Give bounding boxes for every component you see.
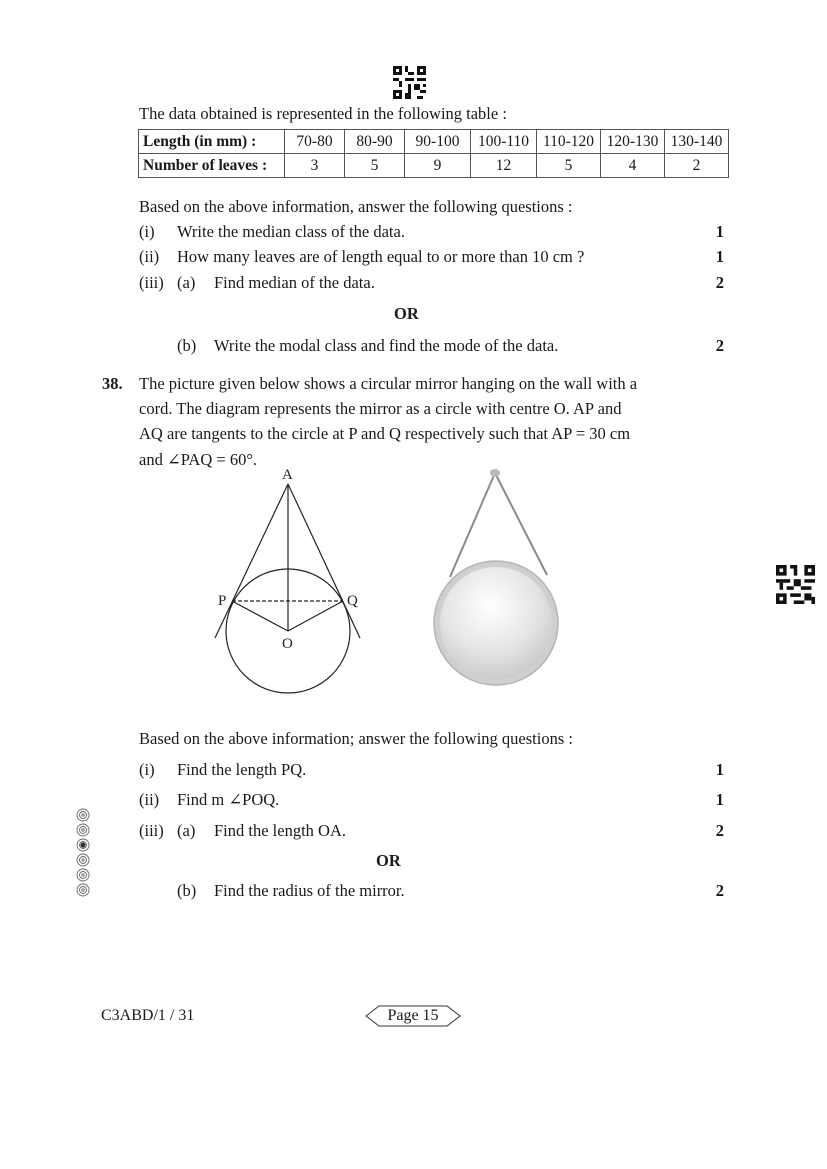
- hanging-mirror-picture: [425, 465, 565, 700]
- table-cell: 5: [537, 154, 601, 178]
- q38-text-line: AQ are tangents to the circle at P and Q respectively such that AP = 30 cm: [139, 424, 631, 443]
- marks-label: 1: [715, 222, 724, 241]
- or-separator: OR: [376, 851, 401, 870]
- q38-item-sub: (b): [177, 881, 197, 900]
- q38-item-text: Find the length OA.: [214, 821, 346, 840]
- table-cell: 80-90: [345, 130, 405, 154]
- marks-label: 1: [715, 247, 724, 266]
- q37-item-text: Write the modal class and find the mode of the data.: [214, 336, 559, 355]
- table-row-lengths: [139, 130, 729, 154]
- frequency-table: [138, 129, 729, 178]
- table-cell: 12: [471, 154, 537, 178]
- marks-label: 2: [715, 821, 724, 840]
- page-number-badge: [365, 1004, 461, 1028]
- table-cell: 4: [601, 154, 665, 178]
- q37-item-text: Find median of the data.: [214, 273, 375, 292]
- q38-text-line: and ∠PAQ = 60°.: [139, 450, 258, 469]
- q38-item-text: Find the radius of the mirror.: [214, 881, 405, 900]
- label-a: A: [282, 467, 293, 483]
- q38-text-line: The picture given below shows a circular mirror hanging on the wall with a: [139, 374, 638, 393]
- table-cell: 9: [405, 154, 471, 178]
- page-number: Page 15: [387, 1007, 439, 1024]
- table-cell: 5: [345, 154, 405, 178]
- q37-lead-text: Based on the above information, answer the following questions :: [139, 197, 573, 216]
- qr-code-icon: [393, 66, 426, 99]
- marks-label: 2: [715, 273, 724, 292]
- row-header-leaves: Number of leaves :: [139, 154, 285, 178]
- q38-item-num: (iii): [139, 821, 164, 840]
- table-cell: 100-110: [471, 130, 537, 154]
- row-header-length: Length (in mm) :: [139, 130, 285, 154]
- paper-code: C3ABD/1 / 31: [101, 1007, 195, 1024]
- q38-text-line: cord. The diagram represents the mirror as a circle with centre O. AP and: [139, 399, 622, 418]
- q38-item-text: Find m ∠POQ.: [177, 790, 280, 809]
- marks-label: 1: [715, 790, 724, 809]
- spiral-binding-icon: [74, 808, 92, 909]
- q37-item-sub: (a): [177, 273, 196, 292]
- tangent-circle-diagram: [200, 460, 380, 700]
- table-cell: 130-140: [665, 130, 729, 154]
- marks-label: 2: [715, 336, 724, 355]
- q38-item-text: Find the length PQ.: [177, 760, 307, 779]
- or-separator: OR: [394, 304, 419, 323]
- marks-label: 2: [715, 881, 724, 900]
- q37-item-num: (iii): [139, 273, 164, 292]
- q37-item-num: (i): [139, 222, 155, 241]
- table-cell: 3: [285, 154, 345, 178]
- q37-item-text: How many leaves are of length equal to or more than 10 cm ?: [177, 247, 585, 266]
- q38-item-num: (ii): [139, 790, 160, 809]
- q37-item-sub: (b): [177, 336, 197, 355]
- q37-item-num: (ii): [139, 247, 160, 266]
- table-cell: 70-80: [285, 130, 345, 154]
- table-row-frequencies: [139, 154, 729, 178]
- question-number: 38.: [102, 374, 123, 393]
- qr-code-icon: [776, 565, 815, 604]
- table-cell: 110-120: [537, 130, 601, 154]
- marks-label: 1: [715, 760, 724, 779]
- q37-item-text: Write the median class of the data.: [177, 222, 405, 241]
- label-o: O: [282, 636, 293, 652]
- q38-item-sub: (a): [177, 821, 196, 840]
- label-q: Q: [347, 593, 358, 609]
- q38-lead-text: Based on the above information; answer the following questions :: [139, 729, 573, 748]
- table-cell: 120-130: [601, 130, 665, 154]
- table-intro-text: The data obtained is represented in the following table :: [139, 104, 507, 123]
- table-cell: 2: [665, 154, 729, 178]
- table-cell: 90-100: [405, 130, 471, 154]
- q38-item-num: (i): [139, 760, 155, 779]
- label-p: P: [218, 593, 227, 609]
